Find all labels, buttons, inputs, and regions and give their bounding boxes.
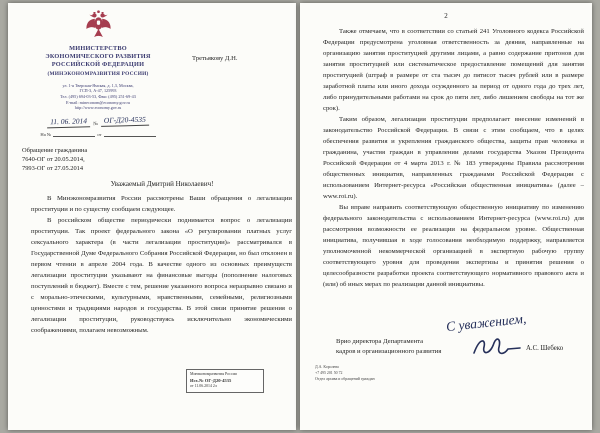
address-line: E-mail: mineconom@economy.gov.ru xyxy=(66,99,130,105)
address-line: http://www.economy.gov.ru xyxy=(74,105,122,111)
page-number: 2 xyxy=(444,12,448,20)
stamp-line: Минэкономразвития России xyxy=(190,372,237,376)
letter-body-page-1 xyxy=(31,194,292,337)
letter-page-1 xyxy=(8,3,296,430)
ministry-line: (МИНЭКОНОМРАЗВИТИЯ РОССИИ) xyxy=(47,70,149,77)
signer-name: А.С. Шебеко xyxy=(526,345,564,352)
reply-reference-row xyxy=(22,131,174,137)
salutation: Уважаемый Дмитрий Николаевич! xyxy=(110,180,214,188)
body-paragraph: В Минэкономразвития России рассмотрены Ваши обращения о легализации проституции и по существу сообщаем следующее. xyxy=(31,195,292,213)
address-line: Тел. (495) 694-03-53, Факс (495) 251-69-43 xyxy=(60,93,136,99)
handwritten-closing: С уважением, xyxy=(445,310,527,335)
address-line: ул. 1-я Тверская-Ямская, д. 1,3, Москва, xyxy=(62,82,134,88)
reply-from-label: от xyxy=(97,131,102,137)
coat-of-arms-icon xyxy=(85,9,112,43)
ministry-line: РОССИЙСКОЙ ФЕДЕРАЦИИ xyxy=(51,61,145,69)
ministry-line: МИНИСТЕРСТВО xyxy=(69,45,127,52)
registration-stamp xyxy=(186,369,264,393)
reference-line: 7993-ОГ от 27.05.2014 xyxy=(22,165,84,173)
executor-department: Отдел архива и обращений граждан xyxy=(315,376,375,381)
reply-to-label: На № xyxy=(40,131,52,137)
signer-position-line: кадров и организационного развития xyxy=(336,348,442,356)
stamp-date: от 11.06.2014 2л xyxy=(190,384,217,389)
outgoing-number-row xyxy=(22,114,174,129)
body-paragraph: Вы вправе направить соответствующую общественную инициативу по изменению федерального законодательства с использованием Интернет-ресурса (www.roi.ru) для рассмотрения возможности ее реализации на федеральном уровне. Общественная инициатива, получившая в ходе голосования необходимую поддержку, направляется уполномоченной некоммерческой организацией в экспертную рабочую группу соответствующего уровня для проведения экспертизы и принятия решения о целесообразности разработки проекта соответствующего нормативного правового акта и (или) об иных мерах по реализации данной инициативы. xyxy=(323,203,584,288)
body-paragraph: Также отмечаем, что в соответствии со статьей 241 Уголовного кодекса Российской Федерации предусмотрена уголовная ответственность за деяния, направленные на организацию занятия проституцией другими лицами, а равно содержание притонов для занятия проституцией или систематическое предоставление помещений для занятия проституцией (штраф в размере от ста тысяч до пятисот тысяч рублей или в размере заработной платы или иного дохода осужденного за период от одного года до трех лет, либо принудительными работами на срок до пяти лет, либо лишением свободы на тот же срок). xyxy=(323,28,584,112)
executor-footer xyxy=(315,365,375,383)
blank-line xyxy=(104,131,156,137)
body-paragraph: Таким образом, легализация проституции предполагает внесение изменений в законодательство Российской Федерации. В связи с этим сообщаем, что в целях обеспечения развития и укрепления гражданского общества, защиты прав человека и гражданина, участия граждан в управлении делами государства Указом Президента Российской Федерации от 4 марта 2013 г. № 183 утверждены Правила рассмотрения общественных инициатив, направленных гражданами Российской Федерации с использованием Интернет-ресурса «Российская общественная инициатива» (далее – www.roi.ru). xyxy=(323,115,584,200)
outgoing-date-handwritten: 11. 06. 2014 xyxy=(47,116,90,128)
letterhead-address xyxy=(22,83,174,111)
body-paragraph: В российском обществе периодически поднимается вопрос о легализации проституции. Так проект федерального закона «О регулировании платных услуг сексуального характера (в части легализации проституции)» рассматривался в Государственной Думе Федерального Собрания Российской Федерации, но был отклонен в первом чтении в апреле 2004 года. В качестве одного из основных преимуществ легализации проституции указывают на финансовые выгоды (пополнение налоговых поступлений в бюджет). Вместе с тем, решение указанного вопроса неразрывно связано и с морально-этическими, культурными, нравственными, семейными, религиозными ценностями и традициями народов и государства. В этой связи принятие решения о легализации проституции, руководствуясь исключительно экономическими соображениями, полагаем невозможным. xyxy=(31,216,292,334)
blank-line xyxy=(53,131,95,137)
ministry-line: ЭКОНОМИЧЕСКОГО РАЗВИТИЯ xyxy=(45,53,151,61)
outgoing-number-handwritten: ОГ-Д20-4535 xyxy=(101,115,149,127)
letterhead xyxy=(22,9,174,174)
executor-name: Д.А. Королева xyxy=(315,365,339,369)
letter-body-page-2 xyxy=(323,27,584,291)
address-line: ГСП-3, А-47, 125993 xyxy=(79,88,117,94)
stamp-outgoing-number: Исх.№ ОГ-Д20-4535 xyxy=(190,377,232,383)
executor-phone: +7 495 201 50 72 xyxy=(315,370,343,375)
ministry-name xyxy=(22,45,174,78)
letter-page-2 xyxy=(300,3,592,430)
signer-position xyxy=(336,337,441,357)
number-sign: № xyxy=(93,121,99,128)
signer-position-line: Врио директора Департамента xyxy=(336,338,424,345)
reference-line: Обращение гражданина xyxy=(22,146,88,154)
signature-scribble-icon xyxy=(470,335,526,364)
addressee: Третьякову Д.Н. xyxy=(192,55,238,62)
reference-line: 7640-ОГ от 20.05.2014, xyxy=(22,156,85,164)
citizen-appeal-reference xyxy=(22,146,174,174)
